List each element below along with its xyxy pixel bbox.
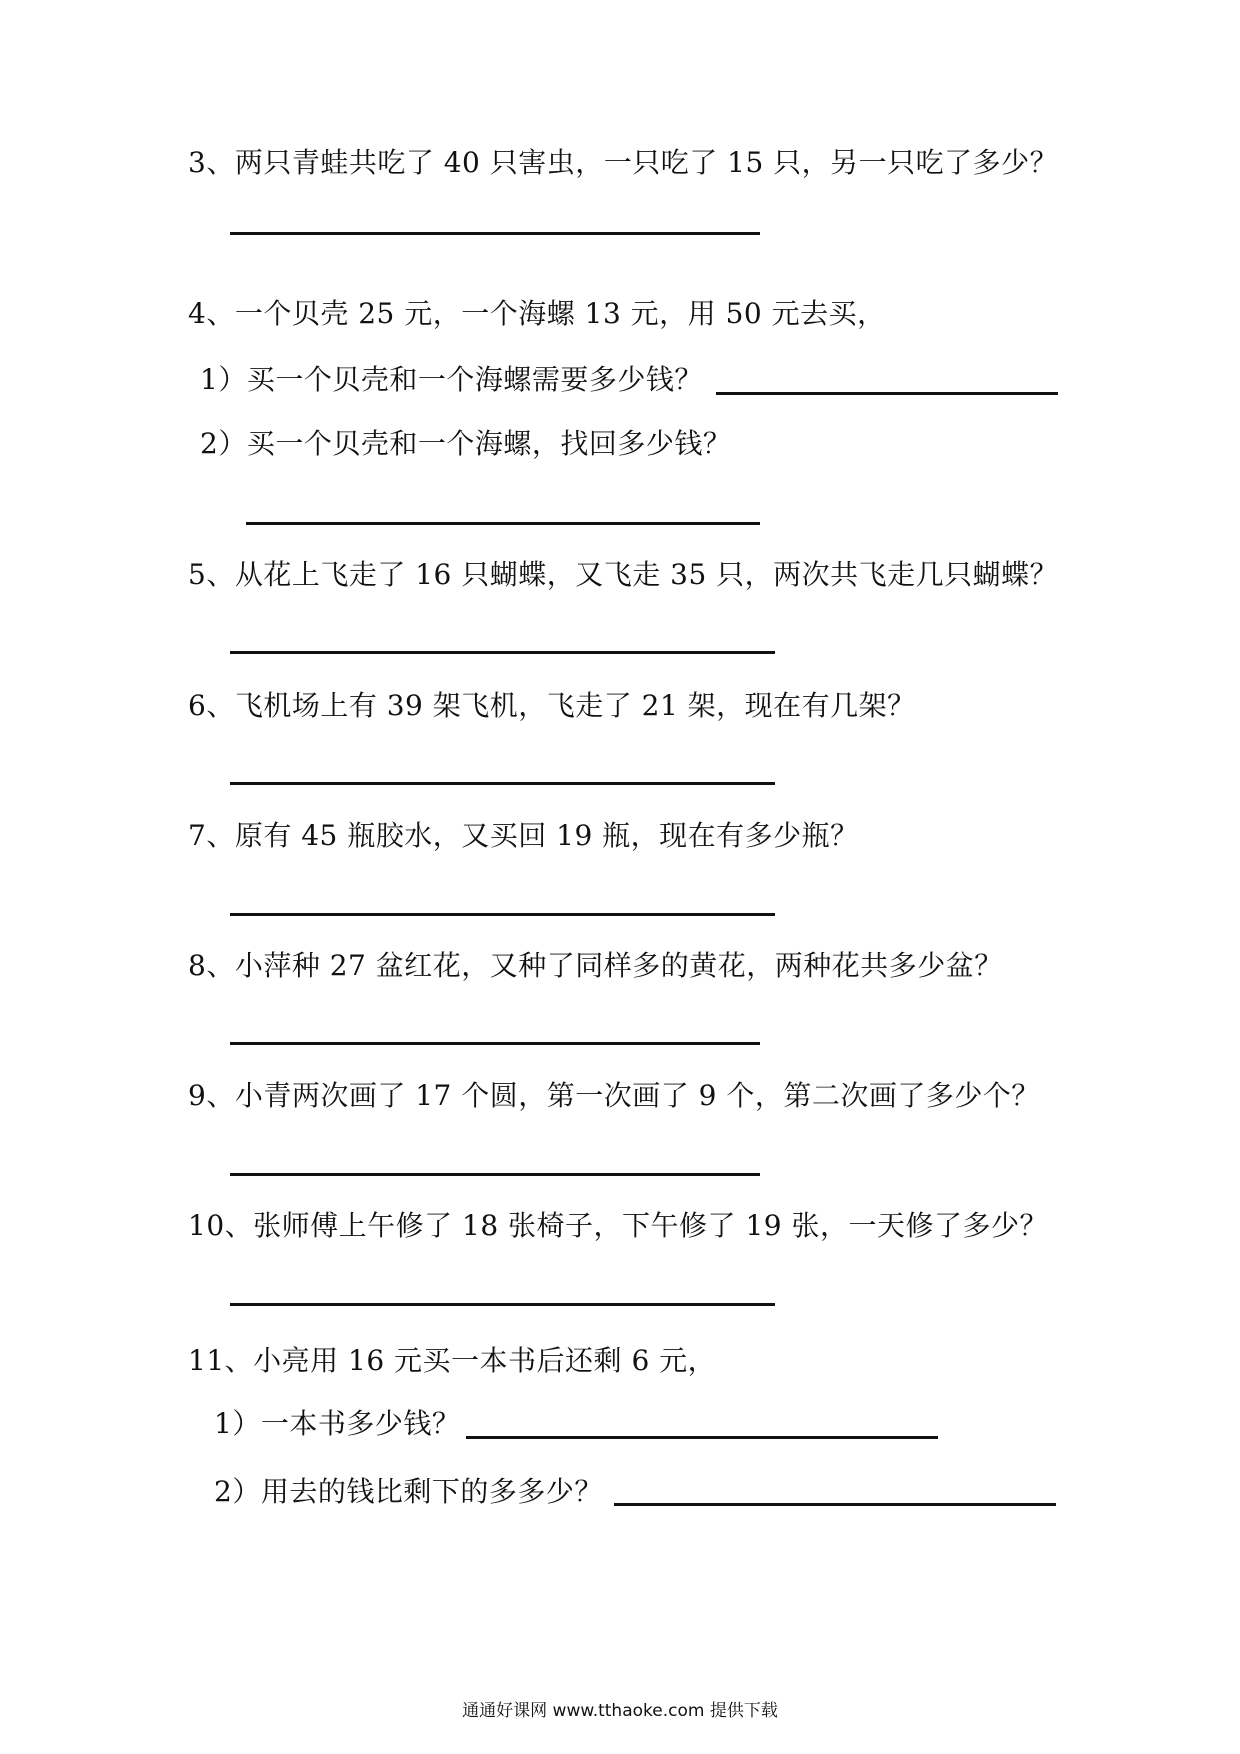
question-3-text: 3、两只青蛙共吃了 40 只害虫，一只吃了 15 只，另一只吃了多少？: [188, 146, 1059, 179]
question-5-text: 5、从花上飞走了 16 只蝴蝶，又飞走 35 只，两次共飞走几只蝴蝶？: [188, 558, 1059, 591]
question-6-text: 6、飞机场上有 39 架飞机，飞走了 21 架，现在有几架？: [188, 689, 916, 722]
answer-line-8[interactable]: [230, 1042, 760, 1045]
answer-line-10[interactable]: [230, 1303, 775, 1306]
answer-line-11-2[interactable]: [614, 1503, 1056, 1506]
answer-line-5[interactable]: [230, 651, 775, 654]
answer-line-6[interactable]: [230, 782, 775, 785]
answer-line-4-1[interactable]: [716, 392, 1058, 395]
question-7-text: 7、原有 45 瓶胶水，又买回 19 瓶，现在有多少瓶？: [188, 819, 859, 852]
footer-download-credit: 通通好课网 www.tthaoke.com 提供下载: [462, 1701, 778, 1721]
question-4-sub2-text: 2）买一个贝壳和一个海螺，找回多少钱？: [200, 427, 732, 460]
question-11-text: 11、小亮用 16 元买一本书后还剩 6 元，: [188, 1344, 717, 1377]
question-10-text: 10、张师傅上午修了 18 张椅子，下午修了 19 张，一天修了多少？: [188, 1209, 1048, 1242]
answer-line-7[interactable]: [230, 913, 775, 916]
question-8-text: 8、小萍种 27 盆红花，又种了同样多的黄花，两种花共多少盆？: [188, 949, 1003, 982]
answer-line-4-2[interactable]: [246, 522, 760, 525]
question-4-text: 4、一个贝壳 25 元，一个海螺 13 元，用 50 元去买，: [188, 297, 886, 330]
question-11-sub2-text: 2）用去的钱比剩下的多多少？: [214, 1475, 603, 1508]
answer-line-3[interactable]: [230, 232, 760, 235]
answer-line-9[interactable]: [230, 1173, 760, 1176]
question-9-text: 9、小青两次画了 17 个圆，第一次画了 9 个，第二次画了多少个？: [188, 1079, 1040, 1112]
question-4-sub1-text: 1）买一个贝壳和一个海螺需要多少钱？: [200, 363, 703, 396]
answer-line-11-1[interactable]: [466, 1436, 938, 1439]
question-11-sub1-text: 1）一本书多少钱？: [214, 1407, 461, 1440]
